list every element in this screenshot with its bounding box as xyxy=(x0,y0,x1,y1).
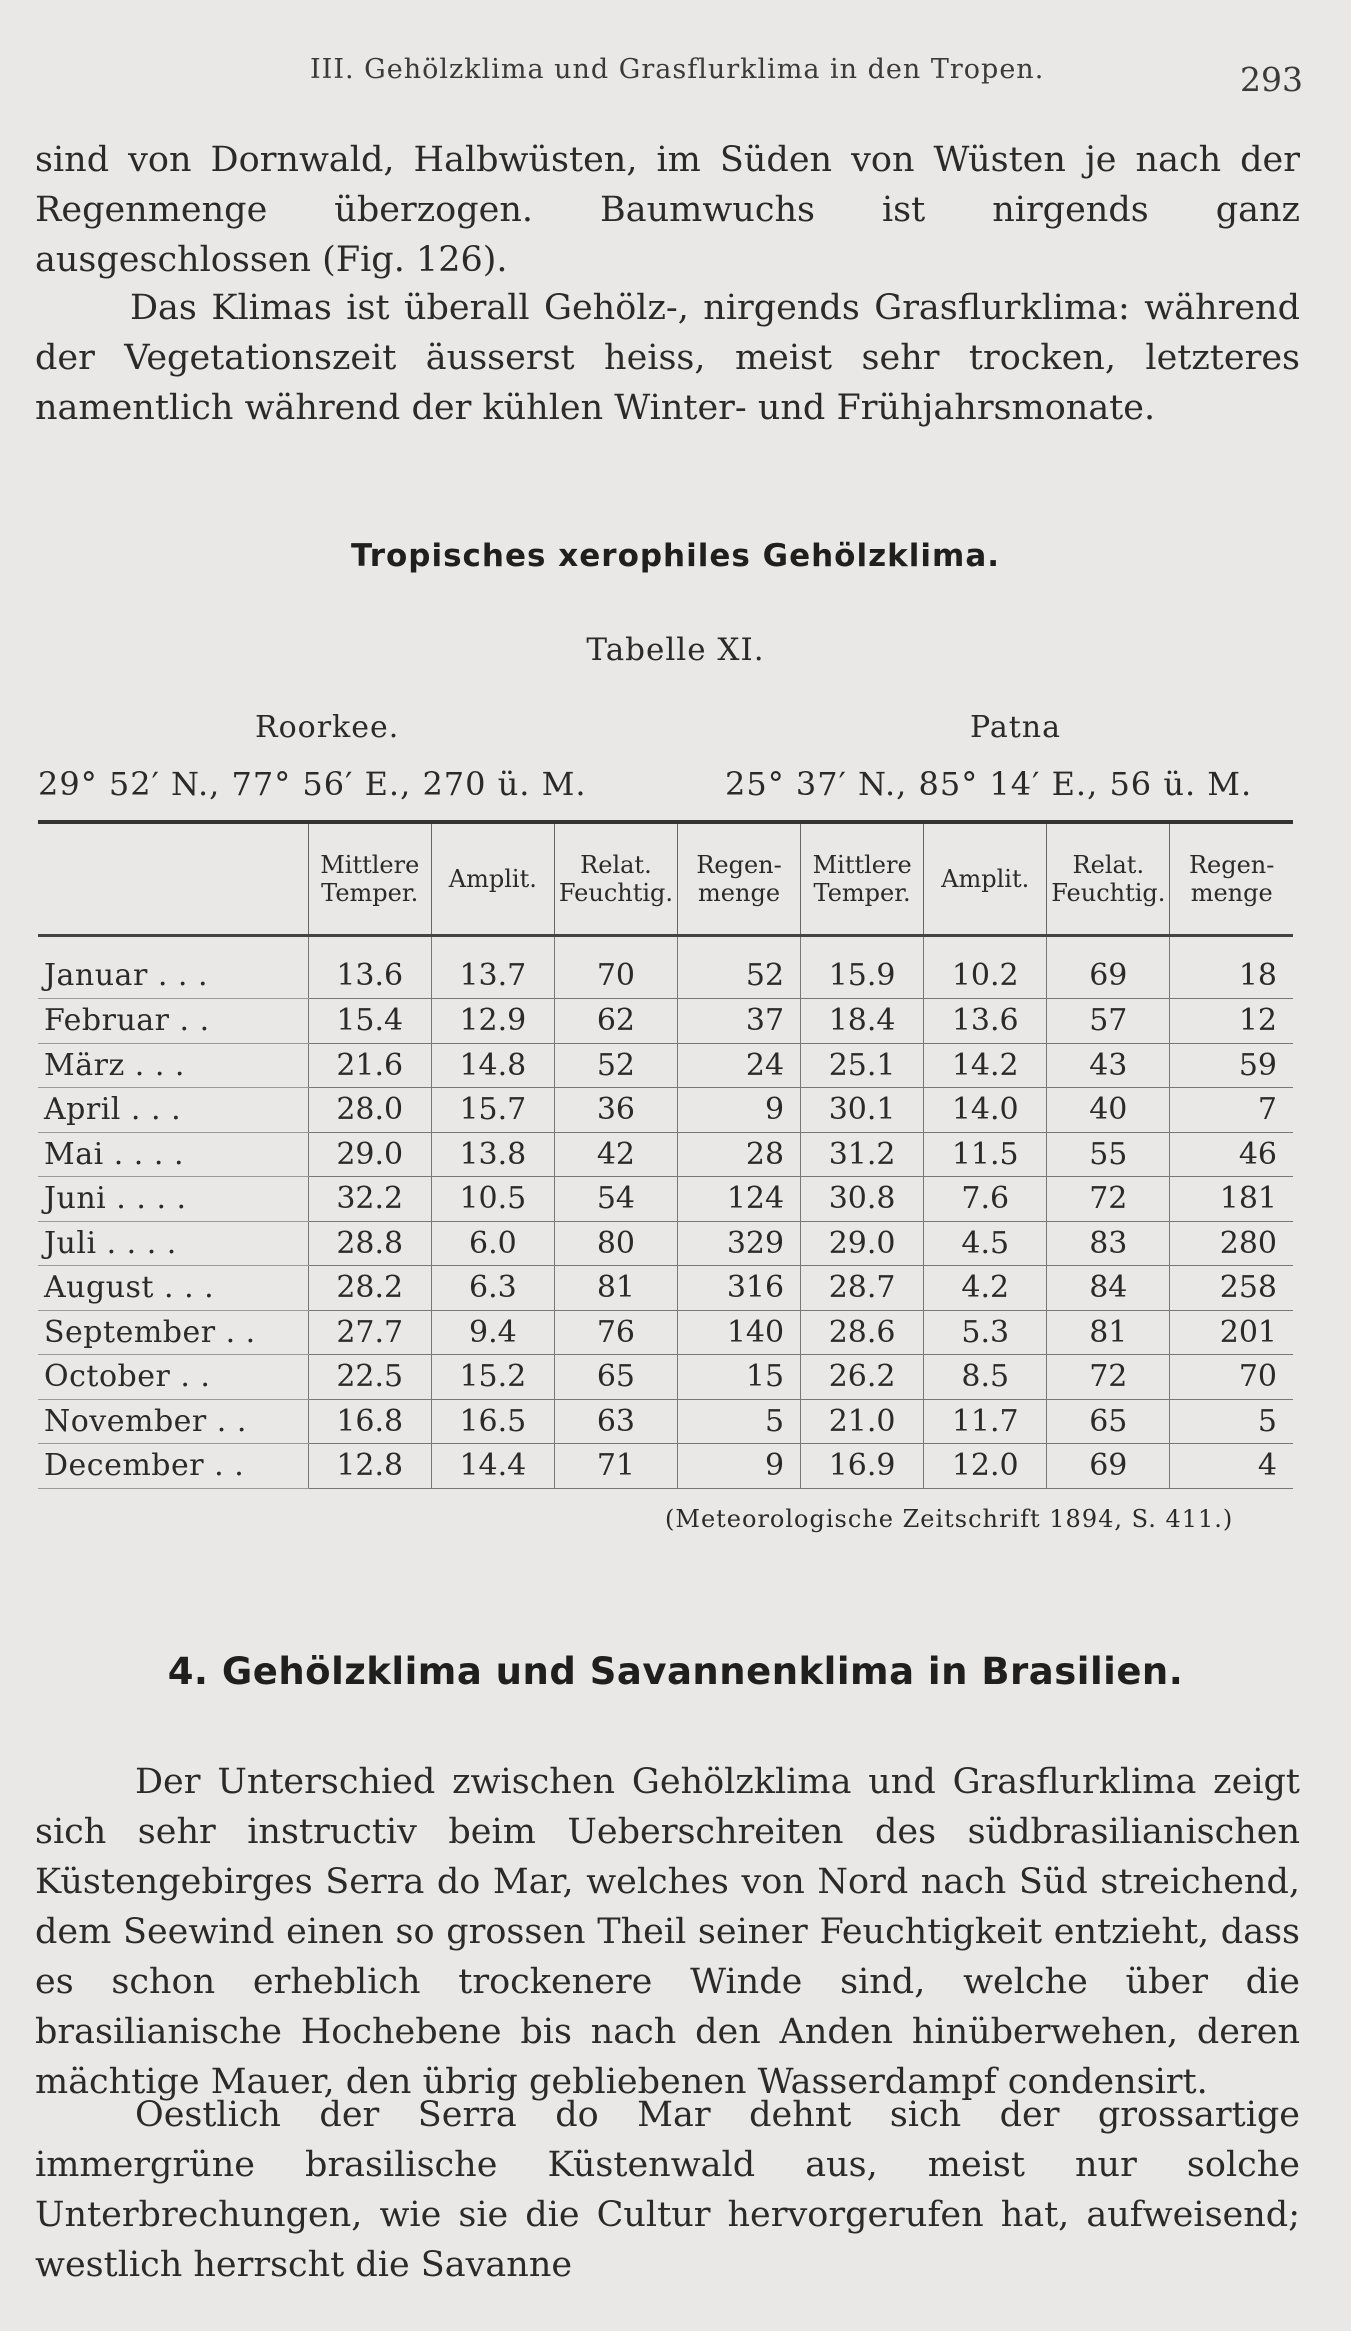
paragraph-3: Der Unterschied zwischen Gehölzklima und Grasflurklima zeigt sich sehr instructiv beim Ueberschreiten des südbrasilianischen Küstengebirges Serra do Mar, welches von Nord nach Süd streichend, dem Seewind einen so grossen Theil seiner Feuchtigkeit entzieht, dass es schon erheblich trockenere Winde sind, welche über die brasilianische Hochebene bis nach den Anden hinüberwehen, deren mächtige Mauer, den übrig gebliebenen Wasserdampf condensirt. xyxy=(35,1762,1300,2102)
value-cell: 16.9 xyxy=(801,1444,924,1489)
value-cell: 14.8 xyxy=(431,1043,554,1088)
month-cell: November . . xyxy=(38,1399,308,1444)
table-row xyxy=(38,1266,1293,1311)
value-cell: 72 xyxy=(1047,1355,1170,1400)
value-cell: 280 xyxy=(1170,1221,1293,1266)
value-cell: 57 xyxy=(1047,999,1170,1044)
table-label: Tabelle XI. xyxy=(586,632,765,668)
table-row xyxy=(38,1132,1293,1177)
table-title: Tropisches xerophiles Gehölzklima. xyxy=(350,538,1001,574)
value-cell: 52 xyxy=(554,1043,677,1088)
value-cell: 31.2 xyxy=(801,1132,924,1177)
value-cell: 65 xyxy=(1047,1399,1170,1444)
value-cell: 5.3 xyxy=(924,1310,1047,1355)
value-cell: 9 xyxy=(677,1088,800,1133)
value-cell: 316 xyxy=(677,1266,800,1311)
value-cell: 54 xyxy=(554,1177,677,1222)
table-row xyxy=(38,1399,1293,1444)
value-cell: 9 xyxy=(677,1444,800,1489)
value-cell: 12 xyxy=(1170,999,1293,1044)
value-cell: 14.0 xyxy=(924,1088,1047,1133)
value-cell: 70 xyxy=(554,936,677,999)
value-cell: 8.5 xyxy=(924,1355,1047,1400)
station-roorkee-coords: 29° 52′ N., 77° 56′ E., 270 ü. M. xyxy=(38,765,587,803)
value-cell: 4 xyxy=(1170,1444,1293,1489)
value-cell: 21.0 xyxy=(801,1399,924,1444)
value-cell: 10.2 xyxy=(924,936,1047,999)
value-cell: 70 xyxy=(1170,1355,1293,1400)
value-cell: 24 xyxy=(677,1043,800,1088)
table-row xyxy=(38,1221,1293,1266)
value-cell: 40 xyxy=(1047,1088,1170,1133)
value-cell: 13.8 xyxy=(431,1132,554,1177)
value-cell: 258 xyxy=(1170,1266,1293,1311)
value-cell: 80 xyxy=(554,1221,677,1266)
value-cell: 72 xyxy=(1047,1177,1170,1222)
value-cell: 26.2 xyxy=(801,1355,924,1400)
value-cell: 12.0 xyxy=(924,1444,1047,1489)
value-cell: 15 xyxy=(677,1355,800,1400)
value-cell: 13.6 xyxy=(308,936,431,999)
column-header: Regen-menge xyxy=(677,822,800,936)
month-cell: Juli . . . . xyxy=(38,1221,308,1266)
running-head: III. Gehölzklima und Grasflurklima in den Tropen. xyxy=(310,54,1045,85)
month-cell: Mai . . . . xyxy=(38,1132,308,1177)
value-cell: 30.8 xyxy=(801,1177,924,1222)
value-cell: 43 xyxy=(1047,1043,1170,1088)
value-cell: 28 xyxy=(677,1132,800,1177)
month-cell: October . . xyxy=(38,1355,308,1400)
value-cell: 5 xyxy=(677,1399,800,1444)
value-cell: 69 xyxy=(1047,936,1170,999)
value-cell: 11.7 xyxy=(924,1399,1047,1444)
column-header: Mittlere Temper. xyxy=(801,822,924,936)
month-cell: December . . xyxy=(38,1444,308,1489)
value-cell: 29.0 xyxy=(308,1132,431,1177)
value-cell: 55 xyxy=(1047,1132,1170,1177)
value-cell: 7 xyxy=(1170,1088,1293,1133)
month-cell: August . . . xyxy=(38,1266,308,1311)
value-cell: 16.8 xyxy=(308,1399,431,1444)
value-cell: 15.7 xyxy=(431,1088,554,1133)
value-cell: 18.4 xyxy=(801,999,924,1044)
value-cell: 46 xyxy=(1170,1132,1293,1177)
table-row xyxy=(38,1088,1293,1133)
value-cell: 140 xyxy=(677,1310,800,1355)
value-cell: 65 xyxy=(554,1355,677,1400)
value-cell: 29.0 xyxy=(801,1221,924,1266)
month-column-header xyxy=(38,822,308,936)
station-roorkee-name: Roorkee. xyxy=(255,710,400,745)
station-patna-name: Patna xyxy=(970,710,1061,745)
value-cell: 14.2 xyxy=(924,1043,1047,1088)
value-cell: 32.2 xyxy=(308,1177,431,1222)
section-heading: 4. Gehölzklima und Savannenklima in Brasilien. xyxy=(167,1650,1184,1693)
value-cell: 4.5 xyxy=(924,1221,1047,1266)
value-cell: 52 xyxy=(677,936,800,999)
value-cell: 4.2 xyxy=(924,1266,1047,1311)
value-cell: 7.6 xyxy=(924,1177,1047,1222)
table-row xyxy=(38,999,1293,1044)
value-cell: 28.2 xyxy=(308,1266,431,1311)
column-header: Relat. Feuchtig. xyxy=(1047,822,1170,936)
value-cell: 15.9 xyxy=(801,936,924,999)
value-cell: 83 xyxy=(1047,1221,1170,1266)
value-cell: 12.9 xyxy=(431,999,554,1044)
table-row xyxy=(38,936,1293,999)
value-cell: 13.7 xyxy=(431,936,554,999)
value-cell: 36 xyxy=(554,1088,677,1133)
table-row xyxy=(38,1355,1293,1400)
month-cell: März . . . xyxy=(38,1043,308,1088)
month-cell: Januar . . . xyxy=(38,936,308,999)
station-patna-coords: 25° 37′ N., 85° 14′ E., 56 ü. M. xyxy=(725,765,1253,803)
table-row xyxy=(38,1444,1293,1489)
value-cell: 10.5 xyxy=(431,1177,554,1222)
value-cell: 71 xyxy=(554,1444,677,1489)
value-cell: 15.4 xyxy=(308,999,431,1044)
value-cell: 201 xyxy=(1170,1310,1293,1355)
table-header-row xyxy=(38,822,1293,936)
value-cell: 28.8 xyxy=(308,1221,431,1266)
value-cell: 181 xyxy=(1170,1177,1293,1222)
value-cell: 76 xyxy=(554,1310,677,1355)
value-cell: 15.2 xyxy=(431,1355,554,1400)
table-row xyxy=(38,1310,1293,1355)
month-cell: Juni . . . . xyxy=(38,1177,308,1222)
value-cell: 329 xyxy=(677,1221,800,1266)
value-cell: 9.4 xyxy=(431,1310,554,1355)
value-cell: 28.6 xyxy=(801,1310,924,1355)
value-cell: 21.6 xyxy=(308,1043,431,1088)
value-cell: 16.5 xyxy=(431,1399,554,1444)
value-cell: 81 xyxy=(554,1266,677,1311)
paragraph-1: sind von Dornwald, Halbwüsten, im Süden von Wüsten je nach der Regenmenge überzogen. Baumwuchs ist nirgends ganz ausgeschlossen (Fig. 126). xyxy=(35,140,1300,280)
value-cell: 18 xyxy=(1170,936,1293,999)
value-cell: 124 xyxy=(677,1177,800,1222)
value-cell: 81 xyxy=(1047,1310,1170,1355)
month-cell: September . . xyxy=(38,1310,308,1355)
paragraph-4: Oestlich der Serra do Mar dehnt sich der grossartige immergrüne brasilische Küstenwald aus, meist nur solche Unterbrechungen, wie sie die Cultur hervorgerufen hat, aufweisend; westlich herrscht die Savanne xyxy=(35,2095,1300,2285)
climate-table xyxy=(38,820,1293,1489)
column-header: Amplit. xyxy=(431,822,554,936)
value-cell: 22.5 xyxy=(308,1355,431,1400)
value-cell: 28.7 xyxy=(801,1266,924,1311)
table-source: (Meteorologische Zeitschrift 1894, S. 411.) xyxy=(665,1505,1234,1533)
month-cell: Februar . . xyxy=(38,999,308,1044)
value-cell: 30.1 xyxy=(801,1088,924,1133)
page-number: 293 xyxy=(1240,60,1303,99)
value-cell: 5 xyxy=(1170,1399,1293,1444)
value-cell: 13.6 xyxy=(924,999,1047,1044)
value-cell: 62 xyxy=(554,999,677,1044)
value-cell: 12.8 xyxy=(308,1444,431,1489)
table-row xyxy=(38,1177,1293,1222)
column-header: Amplit. xyxy=(924,822,1047,936)
column-header: Relat. Feuchtig. xyxy=(554,822,677,936)
value-cell: 28.0 xyxy=(308,1088,431,1133)
value-cell: 37 xyxy=(677,999,800,1044)
value-cell: 42 xyxy=(554,1132,677,1177)
value-cell: 59 xyxy=(1170,1043,1293,1088)
value-cell: 25.1 xyxy=(801,1043,924,1088)
value-cell: 6.0 xyxy=(431,1221,554,1266)
value-cell: 11.5 xyxy=(924,1132,1047,1177)
table-row xyxy=(38,1043,1293,1088)
column-header: Mittlere Temper. xyxy=(308,822,431,936)
value-cell: 14.4 xyxy=(431,1444,554,1489)
paragraph-2: Das Klimas ist überall Gehölz-, nirgends Grasflurklima: während der Vegetationszeit äusserst heiss, meist sehr trocken, letzteres namentlich während der kühlen Winter- und Frühjahrsmonate. xyxy=(35,288,1300,428)
column-header: Regen-menge xyxy=(1170,822,1293,936)
value-cell: 69 xyxy=(1047,1444,1170,1489)
value-cell: 6.3 xyxy=(431,1266,554,1311)
value-cell: 27.7 xyxy=(308,1310,431,1355)
value-cell: 84 xyxy=(1047,1266,1170,1311)
value-cell: 63 xyxy=(554,1399,677,1444)
month-cell: April . . . xyxy=(38,1088,308,1133)
